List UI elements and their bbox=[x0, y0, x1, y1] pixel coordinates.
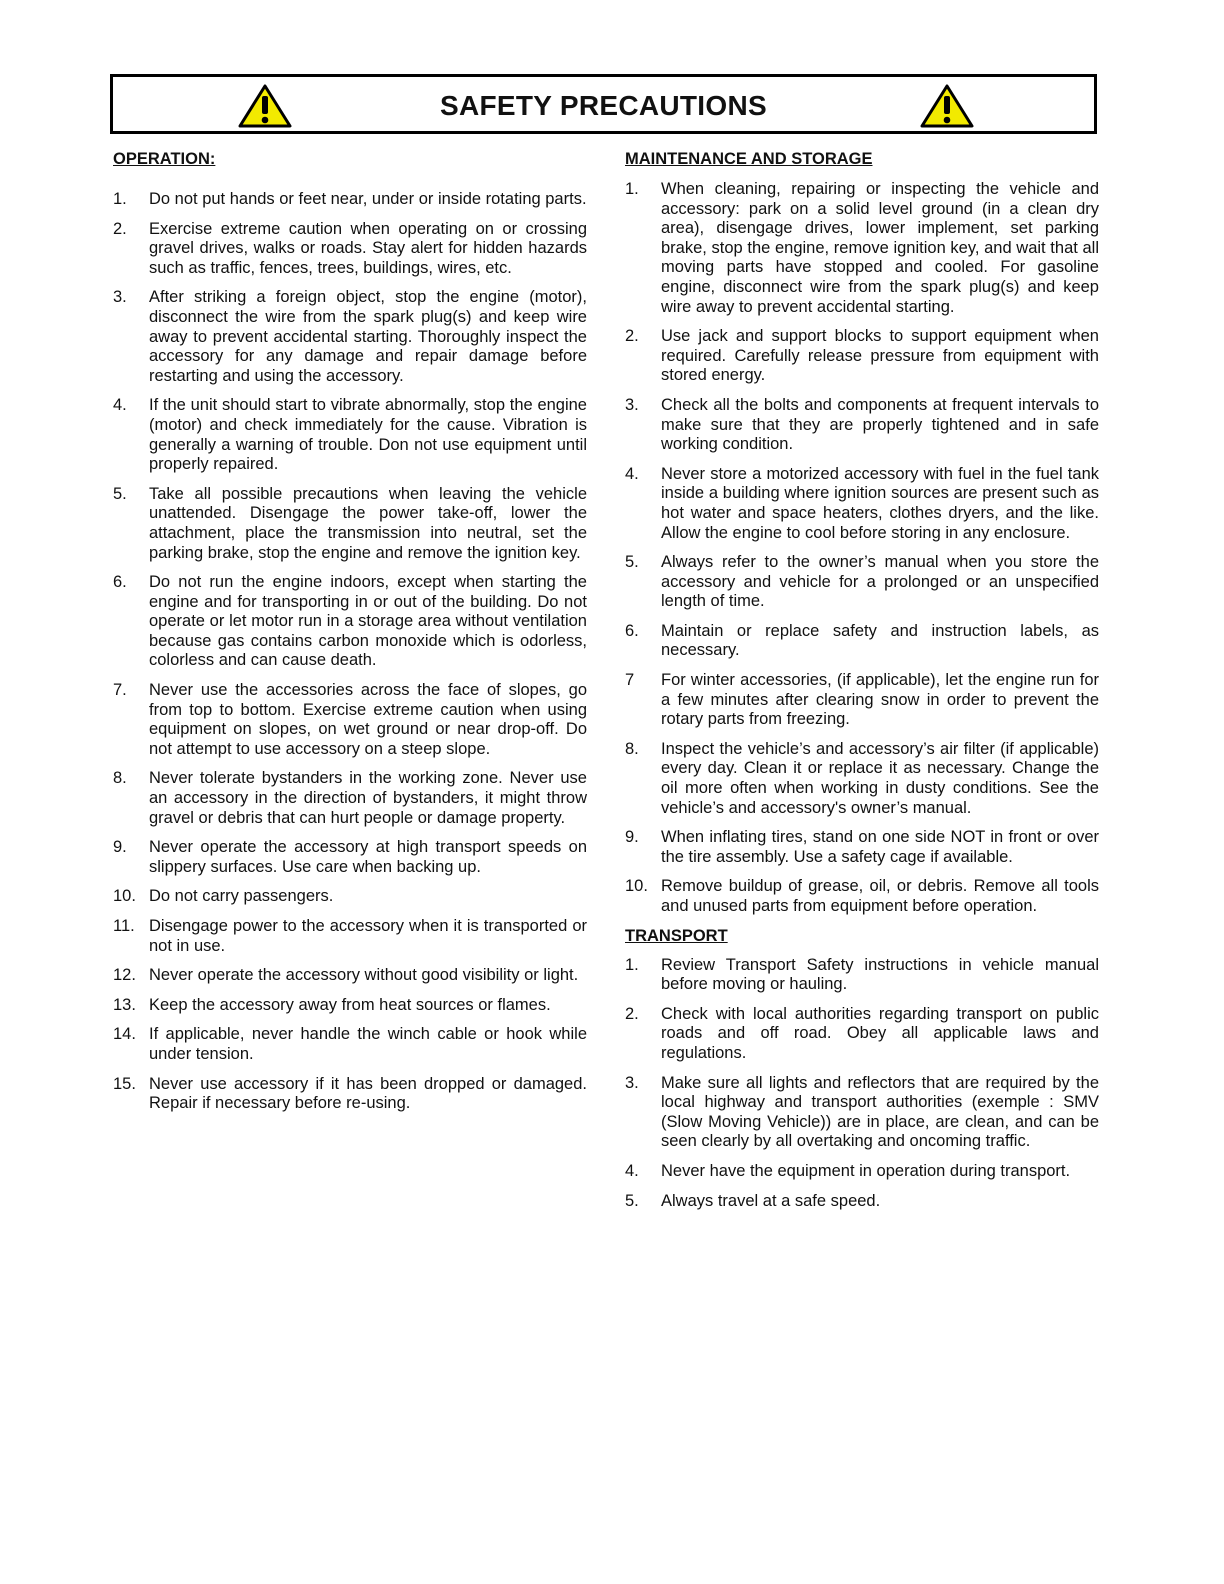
item-text: Do not put hands or feet near, under or inside rotating parts. bbox=[149, 190, 587, 208]
list-item bbox=[625, 1074, 1099, 1152]
item-number: 7 bbox=[625, 671, 635, 690]
list-item bbox=[625, 553, 1099, 612]
list-item bbox=[113, 681, 587, 759]
list-item bbox=[113, 887, 587, 907]
operation-title: OPERATION: bbox=[113, 150, 216, 168]
item-text: Take all possible precautions when leaving the vehicle unattended. Disengage the power take-off, lower the attachment, place the transmission into neutral, set the parking brake, stop the engine and remove the ignition key. bbox=[149, 484, 587, 562]
item-number: 5. bbox=[625, 553, 639, 572]
item-text: Never have the equipment in operation during transport. bbox=[661, 1161, 1071, 1180]
right-column bbox=[625, 150, 1099, 1221]
operation-list bbox=[113, 190, 587, 1114]
list-item bbox=[113, 396, 587, 474]
list-item bbox=[113, 996, 587, 1016]
item-number: 14. bbox=[113, 1025, 136, 1044]
item-text: After striking a foreign object, stop the engine (motor), disconnect the wire from the spark plug(s) and keep wire away to prevent accidental starting. Thoroughly inspect the accessory for any damage and repair damage before restarting and using the accessory. bbox=[149, 288, 587, 385]
list-item bbox=[113, 838, 587, 877]
item-number: 3. bbox=[625, 395, 639, 414]
maintenance-section bbox=[625, 150, 1099, 917]
item-text: Disengage power to the accessory when it is transported or not in use. bbox=[149, 917, 587, 955]
list-item bbox=[113, 917, 587, 956]
item-text: For winter accessories, (if applicable), let the engine run for a few minutes after clearing snow in order to prevent the rotary parts from freezing. bbox=[661, 671, 1099, 729]
list-item bbox=[625, 465, 1099, 543]
list-item bbox=[113, 1025, 587, 1064]
list-item bbox=[625, 327, 1099, 386]
item-number: 5. bbox=[113, 484, 127, 503]
list-item bbox=[113, 220, 587, 279]
item-text: Make sure all lights and reflectors that are required by the local highway and transport authorities (exemple : SMV (Slow Moving Vehicle)) are in place, are clean, and can be seen clearly by all overtaking and oncoming traffic. bbox=[661, 1073, 1099, 1151]
item-text: Always travel at a safe speed. bbox=[661, 1191, 881, 1210]
list-item bbox=[113, 485, 587, 563]
item-number: 13. bbox=[113, 995, 136, 1014]
list-item bbox=[625, 180, 1099, 317]
item-number: 12. bbox=[113, 966, 136, 985]
list-item bbox=[113, 190, 587, 210]
list-item bbox=[113, 573, 587, 671]
item-text: When cleaning, repairing or inspecting the vehicle and accessory: park on a solid level ground (in a clean dry area), disengage drives, lower implement, set parking brake, stop the engine, remove ignition key, and wait that all moving parts have stopped and cooled. For gasoline engine, disconnect wire from the spark plug(s) and keep wire away to prevent accidental starting. bbox=[661, 180, 1099, 316]
transport-section bbox=[625, 927, 1099, 1212]
list-item bbox=[625, 740, 1099, 818]
list-item bbox=[625, 1192, 1099, 1212]
item-number: 15. bbox=[113, 1074, 136, 1093]
item-number: 8. bbox=[625, 739, 639, 758]
operation-section bbox=[113, 150, 587, 1124]
item-text: Remove buildup of grease, oil, or debris. Remove all tools and unused parts from equipment before operation. bbox=[661, 877, 1099, 915]
item-text: Inspect the vehicle’s and accessory’s air filter (if applicable) every day. Clean it or replace it as necessary. Change the oil more often when working in dusty conditions. See the vehicle’s and accessory's owner’s manual. bbox=[661, 739, 1099, 817]
item-text: Maintain or replace safety and instruction labels, as necessary. bbox=[661, 621, 1099, 660]
page-title: SAFETY PRECAUTIONS bbox=[440, 90, 767, 121]
maintenance-list bbox=[625, 180, 1099, 917]
item-text: When inflating tires, stand on one side NOT in front or over the tire assembly. Use a safety cage if available. bbox=[661, 828, 1099, 866]
item-number: 4. bbox=[625, 1161, 639, 1180]
item-text: Do not run the engine indoors, except when starting the engine and for transporting in or out of the building. Do not operate or let motor run in a storage area without ventilation because gas contains carbon monoxide which is odorless, colorless and can cause death. bbox=[149, 573, 587, 670]
item-text: If applicable, never handle the winch cable or hook while under tension. bbox=[149, 1025, 587, 1063]
item-number: 7. bbox=[113, 681, 127, 700]
item-text: Never operate the accessory at high transport speeds on slippery surfaces. Use care when backing up. bbox=[149, 838, 587, 876]
item-text: Never use accessory if it has been dropped or damaged. Repair if necessary before re-using. bbox=[149, 1074, 587, 1113]
list-item bbox=[113, 966, 587, 986]
item-text: Review Transport Safety instructions in vehicle manual before moving or hauling. bbox=[661, 955, 1099, 994]
list-item bbox=[113, 1075, 587, 1114]
list-item bbox=[625, 877, 1099, 916]
item-number: 6. bbox=[625, 621, 639, 640]
list-item bbox=[113, 769, 587, 828]
item-text: Do not carry passengers. bbox=[149, 887, 334, 906]
item-number: 4. bbox=[625, 464, 639, 483]
item-text: If the unit should start to vibrate abnormally, stop the engine (motor) and check immediately for the cause. Vibration is generally a warning of trouble. Don not use equipment until properly repaired. bbox=[149, 396, 587, 474]
item-number: 8. bbox=[113, 769, 127, 788]
item-number: 5. bbox=[625, 1191, 639, 1210]
transport-list bbox=[625, 956, 1099, 1212]
item-text: Keep the accessory away from heat sources or flames. bbox=[149, 995, 551, 1014]
item-number: 1. bbox=[625, 955, 639, 974]
item-text: Check all the bolts and components at frequent intervals to make sure that they are properly tightened and in safe working condition. bbox=[661, 395, 1099, 454]
list-item bbox=[113, 288, 587, 386]
item-text: Check with local authorities regarding transport on public roads and off road. Obey all applicable laws and regulations. bbox=[661, 1004, 1099, 1062]
item-text: Never store a motorized accessory with fuel in the fuel tank inside a building where ignition sources are present such as hot water and space heaters, clothes dryers, and the like. Allow the engine to cool before storing in any enclosure. bbox=[661, 464, 1099, 542]
maintenance-title: MAINTENANCE AND STORAGE bbox=[625, 150, 873, 168]
item-number: 10. bbox=[625, 877, 648, 896]
item-text: Exercise extreme caution when operating on or crossing gravel drives, walks or roads. Stay alert for hidden hazards such as traffic, fences, trees, buildings, wires, etc. bbox=[149, 219, 587, 277]
item-number: 11. bbox=[113, 917, 135, 935]
list-item bbox=[625, 622, 1099, 661]
item-text: Never tolerate bystanders in the working zone. Never use an accessory in the direction of bystanders, it might throw gravel or debris that can hurt people or damage property. bbox=[149, 769, 587, 827]
list-item bbox=[625, 956, 1099, 995]
item-number: 4. bbox=[113, 396, 127, 415]
warning-triangle-icon bbox=[919, 83, 975, 129]
list-item bbox=[625, 1162, 1099, 1182]
list-item bbox=[625, 396, 1099, 455]
item-number: 2. bbox=[625, 327, 639, 346]
list-item bbox=[625, 828, 1099, 867]
item-text: Always refer to the owner’s manual when you store the accessory and vehicle for a prolonged or an unspecified length of time. bbox=[661, 553, 1099, 611]
list-item bbox=[625, 1005, 1099, 1064]
item-number: 1. bbox=[113, 190, 127, 208]
item-number: 9. bbox=[625, 828, 639, 847]
item-number: 2. bbox=[113, 219, 127, 238]
item-text: Never operate the accessory without good visibility or light. bbox=[149, 966, 579, 985]
item-number: 3. bbox=[113, 288, 127, 307]
transport-title: TRANSPORT bbox=[625, 926, 728, 945]
item-number: 3. bbox=[625, 1073, 639, 1092]
item-number: 2. bbox=[625, 1004, 639, 1023]
item-text: Use jack and support blocks to support equipment when required. Carefully release pressure from equipment with stored energy. bbox=[661, 327, 1099, 385]
item-number: 6. bbox=[113, 573, 127, 592]
item-number: 10. bbox=[113, 887, 136, 906]
item-text: Never use the accessories across the face of slopes, go from top to bottom. Exercise extreme caution when using equipment on slopes, on wet ground or near drop-off. Do not attempt to use accessory on a steep slope. bbox=[149, 681, 587, 758]
list-item bbox=[625, 671, 1099, 730]
safety-header bbox=[110, 74, 1097, 134]
item-number: 9. bbox=[113, 838, 127, 857]
item-number: 1. bbox=[625, 180, 639, 198]
